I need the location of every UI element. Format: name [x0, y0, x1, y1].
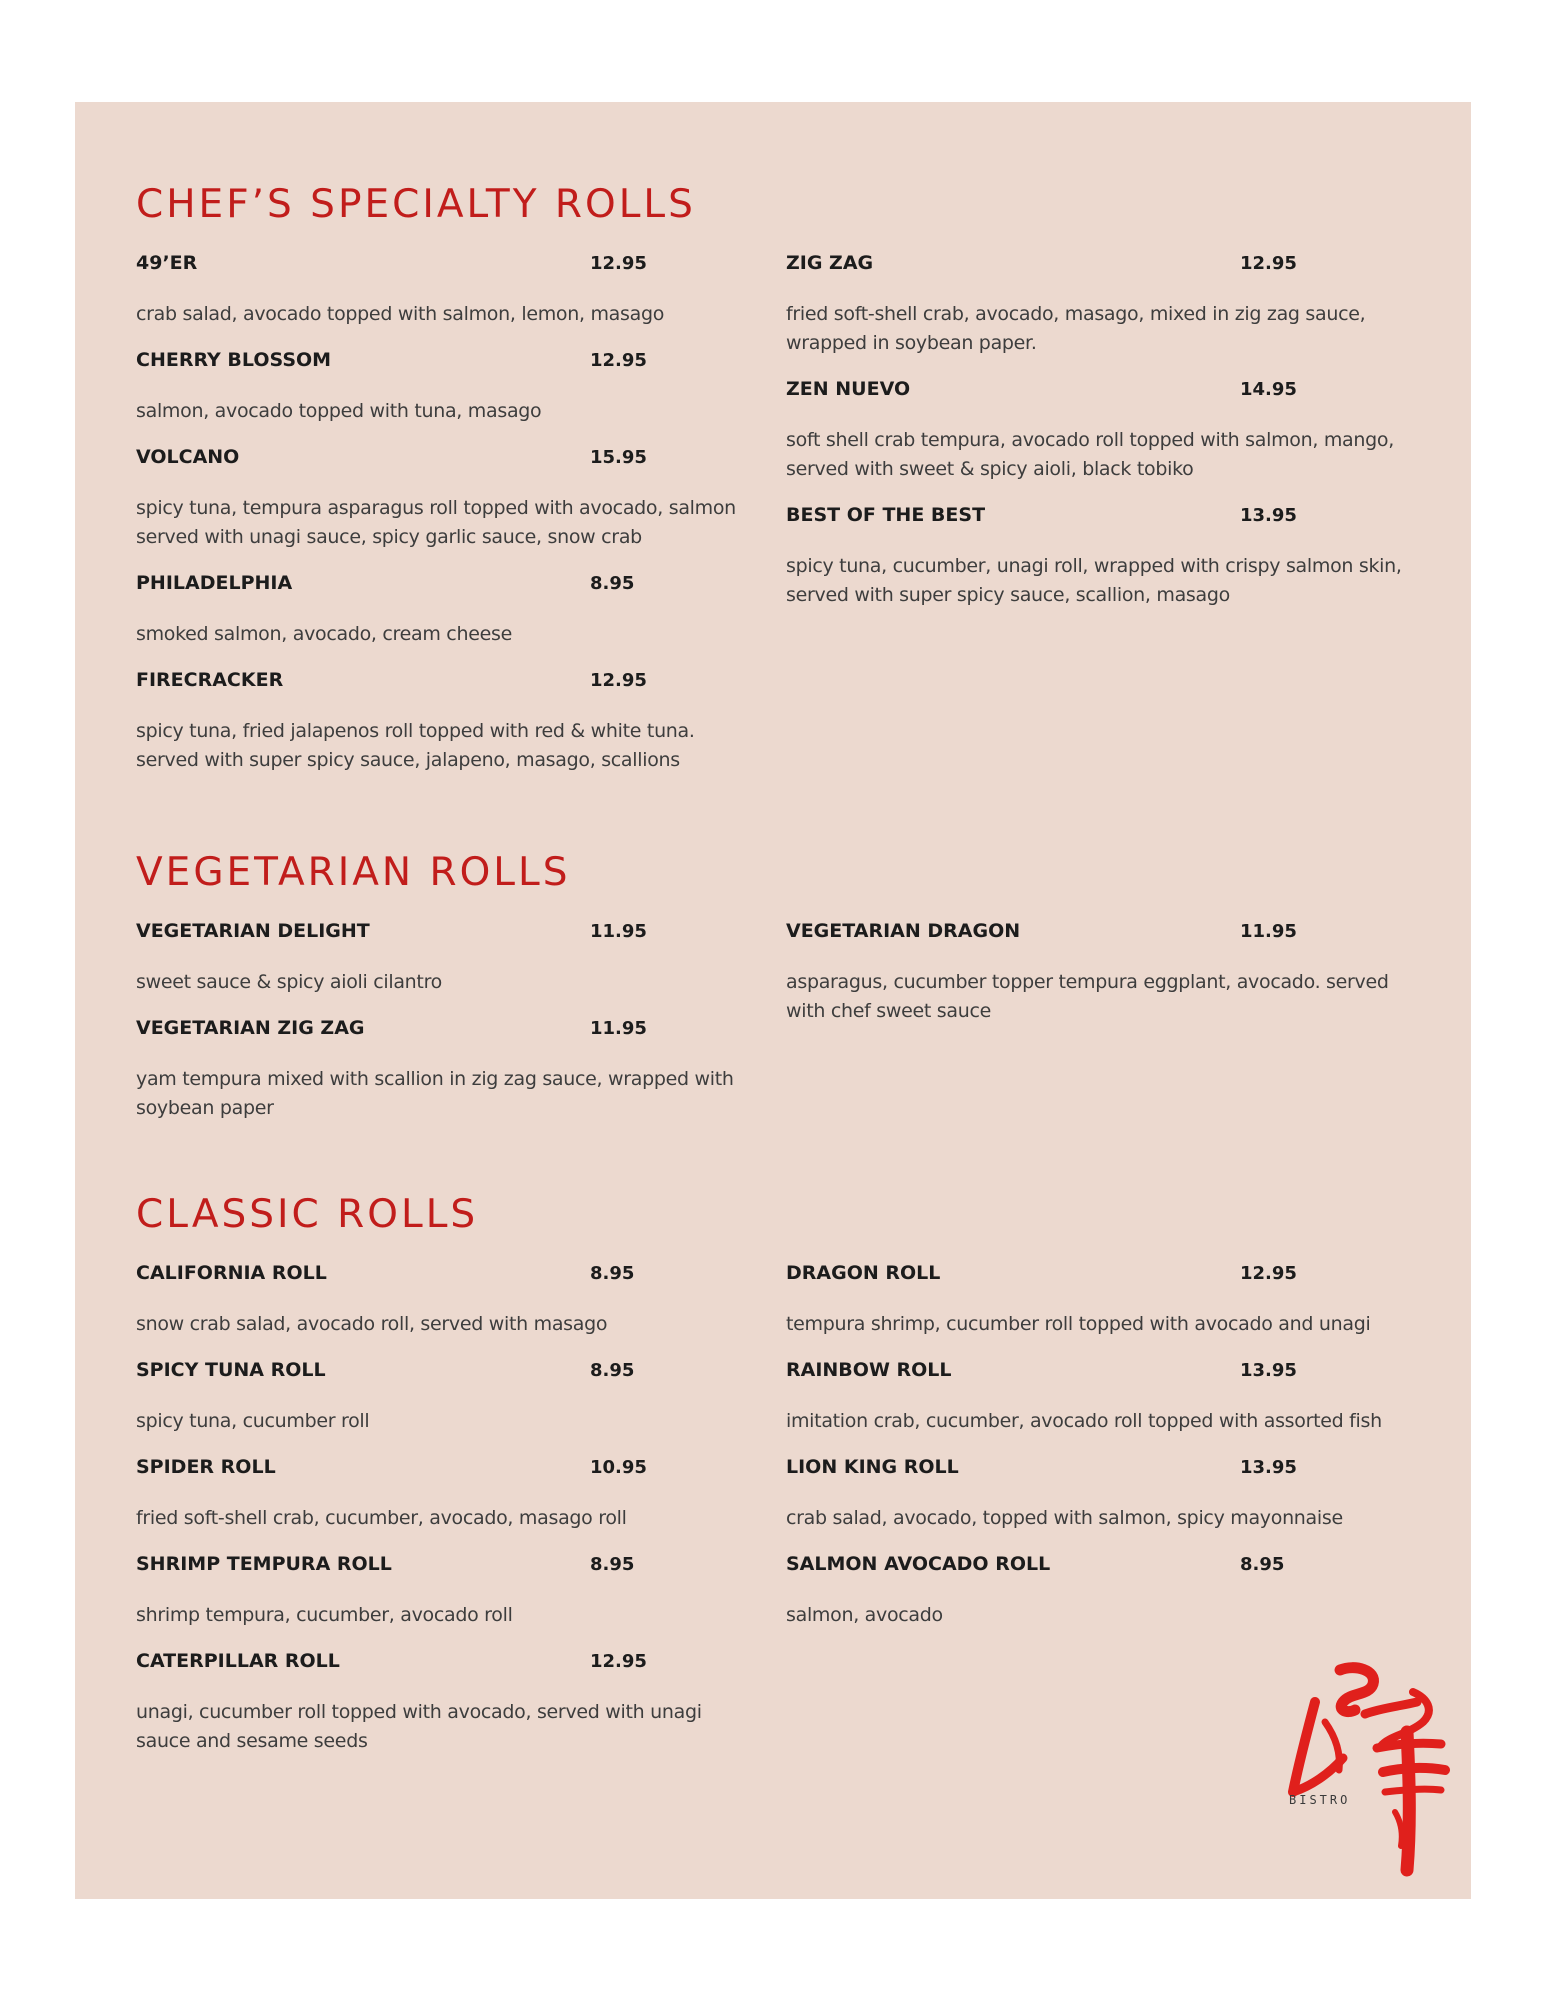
- item-description: soft shell crab tempura, avocado roll topped with salmon, mango, served with sweet & spicy aioli, black tobiko: [786, 429, 1394, 480]
- item-description: crab salad, avocado, topped with salmon, spicy mayonnaise: [786, 1507, 1343, 1529]
- menu-item: [786, 504, 1411, 610]
- item-description: asparagus, cucumber topper tempura eggplant, avocado. served with chef sweet sauce: [786, 971, 1389, 1022]
- menu-column-right: [786, 920, 1411, 1046]
- logo-text: BISTRO: [1289, 1793, 1351, 1807]
- menu-item: [136, 669, 761, 775]
- menu-column-right: [786, 252, 1411, 630]
- item-description: spicy tuna, cucumber roll: [136, 1410, 370, 1432]
- menu-item: [786, 378, 1411, 484]
- item-name: LION KING ROLL: [786, 1456, 959, 1478]
- item-name: SPIDER ROLL: [136, 1456, 276, 1478]
- item-description: fried soft-shell crab, cucumber, avocado, masago roll: [136, 1507, 627, 1529]
- menu-item: [136, 572, 761, 649]
- menu-item: [136, 920, 761, 997]
- item-price: 14.95: [1240, 379, 1297, 400]
- menu-item: [136, 1017, 761, 1123]
- item-name: PHILADELPHIA: [136, 572, 293, 594]
- item-description: spicy tuna, fried jalapenos roll topped with red & white tuna. served with super spicy sauce, jalapeno, masago, scallions: [136, 720, 695, 771]
- menu-item: [786, 1359, 1411, 1436]
- menu-item: [136, 1359, 761, 1436]
- item-price: 11.95: [590, 921, 647, 942]
- menu-item: [136, 1262, 761, 1339]
- menu-item: [136, 349, 761, 426]
- item-description: imitation crab, cucumber, avocado roll topped with assorted fish: [786, 1410, 1382, 1432]
- item-price: 15.95: [590, 447, 647, 468]
- item-price: 13.95: [1240, 1360, 1297, 1381]
- item-price: 8.95: [1240, 1554, 1285, 1575]
- item-description: salmon, avocado topped with tuna, masago: [136, 400, 542, 422]
- item-description: salmon, avocado: [786, 1604, 943, 1626]
- item-name: FIRECRACKER: [136, 669, 284, 691]
- item-description: snow crab salad, avocado roll, served with masago: [136, 1313, 608, 1335]
- menu-column-left: [136, 252, 761, 795]
- item-name: SHRIMP TEMPURA ROLL: [136, 1553, 392, 1575]
- item-name: CALIFORNIA ROLL: [136, 1262, 327, 1284]
- item-name: CATERPILLAR ROLL: [136, 1650, 340, 1672]
- menu-item: [786, 252, 1411, 358]
- item-price: 12.95: [1240, 253, 1297, 274]
- item-description: fried soft-shell crab, avocado, masago, mixed in zig zag sauce, wrapped in soybean paper.: [786, 303, 1366, 354]
- item-description: spicy tuna, tempura asparagus roll topped with avocado, salmon served with unagi sauce, spicy garlic sauce, snow crab: [136, 497, 736, 548]
- item-price: 12.95: [590, 670, 647, 691]
- menu-column-left: [136, 920, 761, 1143]
- brush-calligraphy-logo-icon: [1285, 1662, 1455, 1882]
- menu-page: [75, 102, 1471, 1899]
- menu-item: [136, 1553, 761, 1630]
- item-name: RAINBOW ROLL: [786, 1359, 952, 1381]
- section-title: CHEF’S SPECIALTY ROLLS: [136, 182, 696, 227]
- item-name: SPICY TUNA ROLL: [136, 1359, 326, 1381]
- section-title: CLASSIC ROLLS: [136, 1192, 479, 1237]
- item-description: tempura shrimp, cucumber roll topped with avocado and unagi: [786, 1313, 1371, 1335]
- menu-item: [786, 1553, 1411, 1630]
- item-name: CHERRY BLOSSOM: [136, 349, 332, 371]
- item-price: 13.95: [1240, 505, 1297, 526]
- item-price: 8.95: [590, 1360, 635, 1381]
- menu-item: [136, 1650, 761, 1756]
- menu-item: [136, 252, 761, 329]
- item-name: 49’ER: [136, 252, 198, 274]
- item-name: VOLCANO: [136, 446, 240, 468]
- item-name: DRAGON ROLL: [786, 1262, 941, 1284]
- item-price: 11.95: [590, 1018, 647, 1039]
- item-price: 12.95: [590, 253, 647, 274]
- item-description: crab salad, avocado topped with salmon, lemon, masago: [136, 303, 665, 325]
- item-description: spicy tuna, cucumber, unagi roll, wrapped with crispy salmon skin, served with super spicy sauce, scallion, masago: [786, 555, 1402, 606]
- item-name: BEST OF THE BEST: [786, 504, 986, 526]
- item-price: 12.95: [590, 1651, 647, 1672]
- item-name: VEGETARIAN ZIG ZAG: [136, 1017, 365, 1039]
- item-price: 8.95: [590, 1554, 635, 1575]
- item-price: 13.95: [1240, 1457, 1297, 1478]
- item-price: 12.95: [590, 350, 647, 371]
- section-title: VEGETARIAN ROLLS: [136, 850, 571, 895]
- menu-column-right: [786, 1262, 1411, 1650]
- item-description: unagi, cucumber roll topped with avocado, served with unagi sauce and sesame seeds: [136, 1701, 702, 1752]
- item-name: ZEN NUEVO: [786, 378, 911, 400]
- menu-item: [786, 1456, 1411, 1533]
- item-name: ZIG ZAG: [786, 252, 874, 274]
- item-price: 10.95: [590, 1457, 647, 1478]
- item-description: sweet sauce & spicy aioli cilantro: [136, 971, 442, 993]
- item-description: smoked salmon, avocado, cream cheese: [136, 623, 512, 645]
- item-description: yam tempura mixed with scallion in zig zag sauce, wrapped with soybean paper: [136, 1068, 734, 1119]
- item-name: VEGETARIAN DRAGON: [786, 920, 1021, 942]
- item-price: 11.95: [1240, 921, 1297, 942]
- menu-item: [136, 446, 761, 552]
- item-name: SALMON AVOCADO ROLL: [786, 1553, 1051, 1575]
- menu-column-left: [136, 1262, 761, 1776]
- item-description: shrimp tempura, cucumber, avocado roll: [136, 1604, 513, 1626]
- item-price: 8.95: [590, 1263, 635, 1284]
- item-name: VEGETARIAN DELIGHT: [136, 920, 370, 942]
- item-price: 8.95: [590, 573, 635, 594]
- menu-item: [786, 920, 1411, 1026]
- menu-item: [136, 1456, 761, 1533]
- menu-item: [786, 1262, 1411, 1339]
- item-price: 12.95: [1240, 1263, 1297, 1284]
